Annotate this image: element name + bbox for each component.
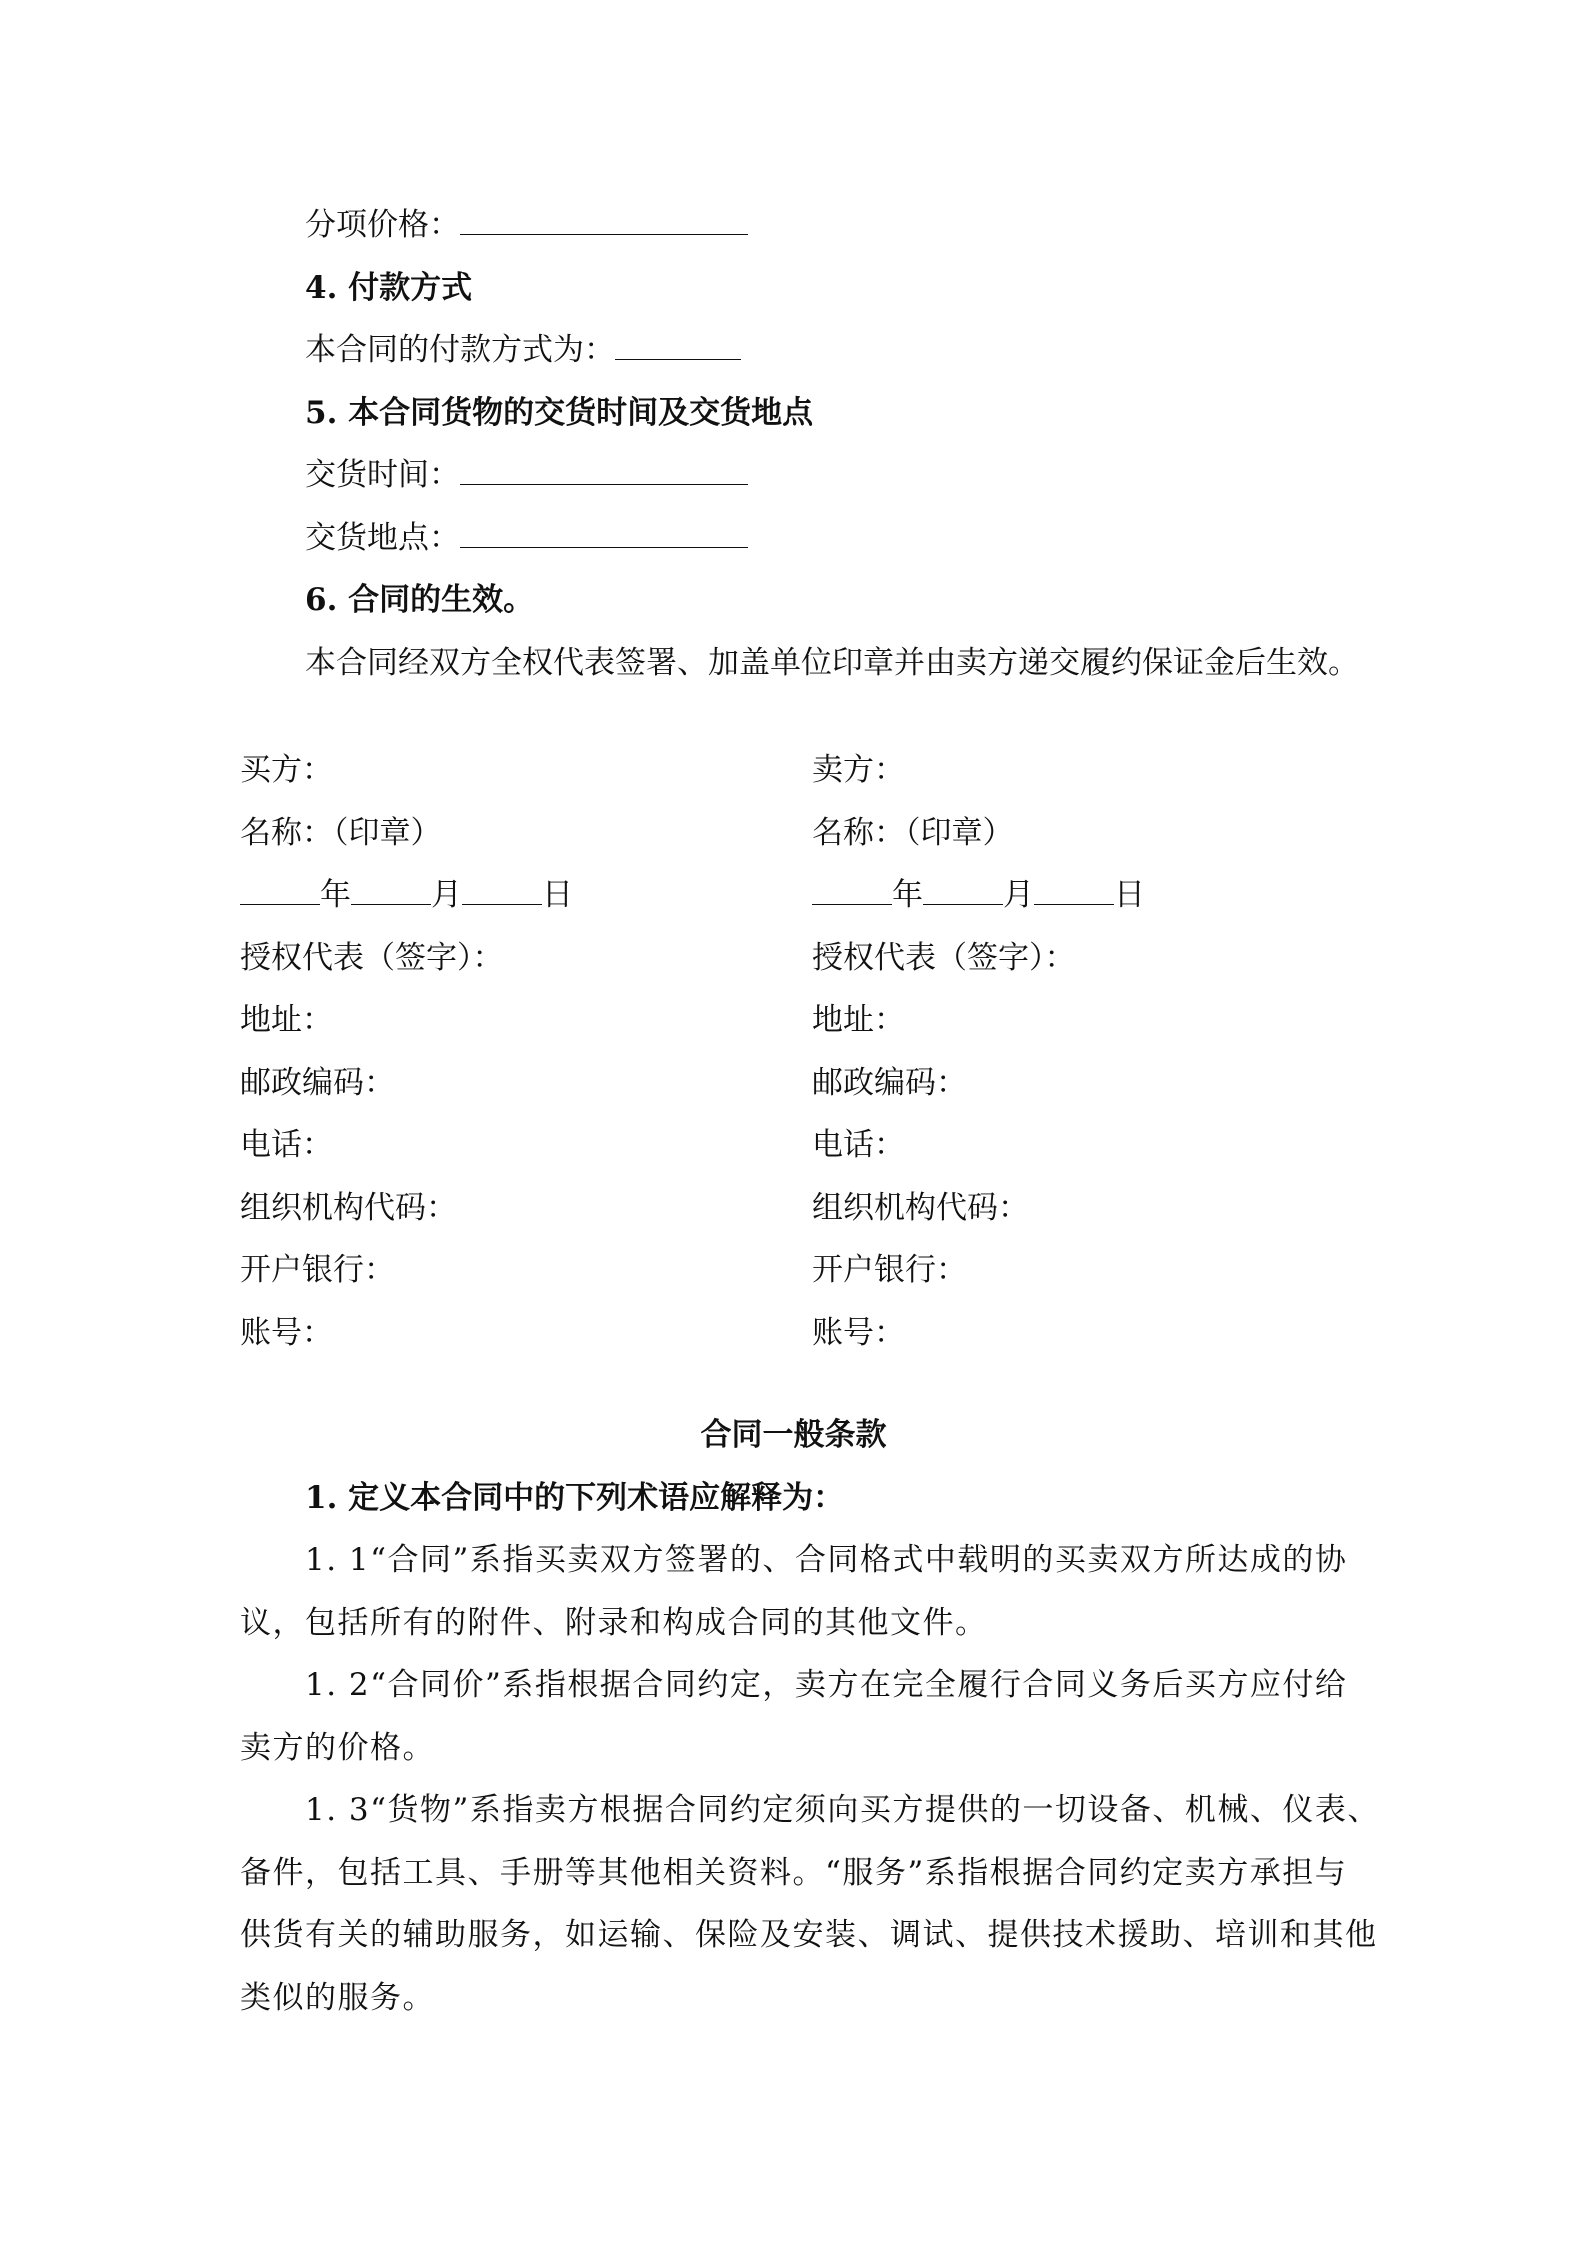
buyer-day-blank[interactable]	[462, 878, 542, 905]
buyer-year-label: 年	[320, 877, 351, 913]
seller-phone-label: 电话：	[812, 1127, 905, 1163]
delivery-time-blank[interactable]	[460, 458, 748, 485]
clause-1-3-line-3: 供货有关的辅助服务，如运输、保险及安装、调试、提供技术援助、培训和其他	[240, 1917, 1378, 1953]
effect-text: 本合同经双方全权代表签署、加盖单位印章并由卖方递交履约保证金后生效。	[305, 645, 1359, 681]
seller-date-row	[812, 875, 1145, 915]
seller-month-blank[interactable]	[923, 878, 1003, 905]
seller-rep-label: 授权代表（签字）：	[812, 940, 1076, 976]
seller-org-code-label: 组织机构代码：	[812, 1190, 1029, 1226]
buyer-account-label: 账号：	[240, 1315, 333, 1351]
delivery-place-blank[interactable]	[460, 521, 748, 548]
buyer-year-blank[interactable]	[240, 878, 320, 905]
definitions-heading: 1. 定义本合同中的下列术语应解释为：	[305, 1480, 845, 1516]
delivery-place-label: 交货地点：	[305, 520, 460, 556]
buyer-month-label: 月	[431, 877, 462, 913]
item-price-label: 分项价格：	[305, 207, 460, 243]
clause-1-2-line-1: 1. 2“合同价”系指根据合同约定，卖方在完全履行合同义务后买方应付给	[305, 1667, 1348, 1703]
delivery-time-label: 交货时间：	[305, 457, 460, 493]
payment-row	[305, 330, 741, 370]
buyer-phone-label: 电话：	[240, 1127, 333, 1163]
buyer-address-label: 地址：	[240, 1002, 333, 1038]
seller-day-blank[interactable]	[1034, 878, 1114, 905]
buyer-label: 买方：	[240, 752, 333, 788]
seller-bank-label: 开户银行：	[812, 1252, 967, 1288]
clause-1-3-line-2: 备件，包括工具、手册等其他相关资料。“服务”系指根据合同约定卖方承担与	[240, 1855, 1348, 1891]
seller-name-label: 名称：（印章）	[812, 815, 1014, 851]
seller-label: 卖方：	[812, 752, 905, 788]
buyer-bank-label: 开户银行：	[240, 1252, 395, 1288]
buyer-rep-label: 授权代表（签字）：	[240, 940, 504, 976]
buyer-org-code-label: 组织机构代码：	[240, 1190, 457, 1226]
delivery-place-row	[305, 518, 748, 558]
buyer-day-label: 日	[542, 877, 573, 913]
clause-1-2-line-2: 卖方的价格。	[240, 1730, 435, 1766]
seller-year-label: 年	[892, 877, 923, 913]
seller-day-label: 日	[1114, 877, 1145, 913]
delivery-time-row	[305, 455, 748, 495]
seller-month-label: 月	[1003, 877, 1034, 913]
clause-1-1-line-2: 议，包括所有的附件、附录和构成合同的其他文件。	[240, 1605, 988, 1641]
seller-account-label: 账号：	[812, 1315, 905, 1351]
delivery-heading: 5. 本合同货物的交货时间及交货地点	[305, 395, 814, 431]
seller-year-blank[interactable]	[812, 878, 892, 905]
effect-heading: 6. 合同的生效。	[305, 582, 535, 618]
buyer-month-blank[interactable]	[351, 878, 431, 905]
buyer-date-row	[240, 875, 573, 915]
payment-blank[interactable]	[615, 333, 741, 360]
payment-label: 本合同的付款方式为：	[305, 332, 615, 368]
seller-address-label: 地址：	[812, 1002, 905, 1038]
payment-heading: 4. 付款方式	[305, 270, 473, 306]
buyer-name-label: 名称：（印章）	[240, 815, 442, 851]
item-price-row	[305, 205, 748, 245]
clause-1-1-line-1: 1. 1“合同”系指买卖双方签署的、合同格式中载明的买卖双方所达成的协	[305, 1542, 1348, 1578]
item-price-blank[interactable]	[460, 208, 748, 235]
buyer-postal-label: 邮政编码：	[240, 1065, 395, 1101]
clause-1-3-line-1: 1. 3“货物”系指卖方根据合同约定须向买方提供的一切设备、机械、仪表、	[305, 1792, 1380, 1828]
clause-1-3-line-4: 类似的服务。	[240, 1980, 435, 2016]
seller-postal-label: 邮政编码：	[812, 1065, 967, 1101]
general-terms-title: 合同一般条款	[700, 1417, 887, 1453]
